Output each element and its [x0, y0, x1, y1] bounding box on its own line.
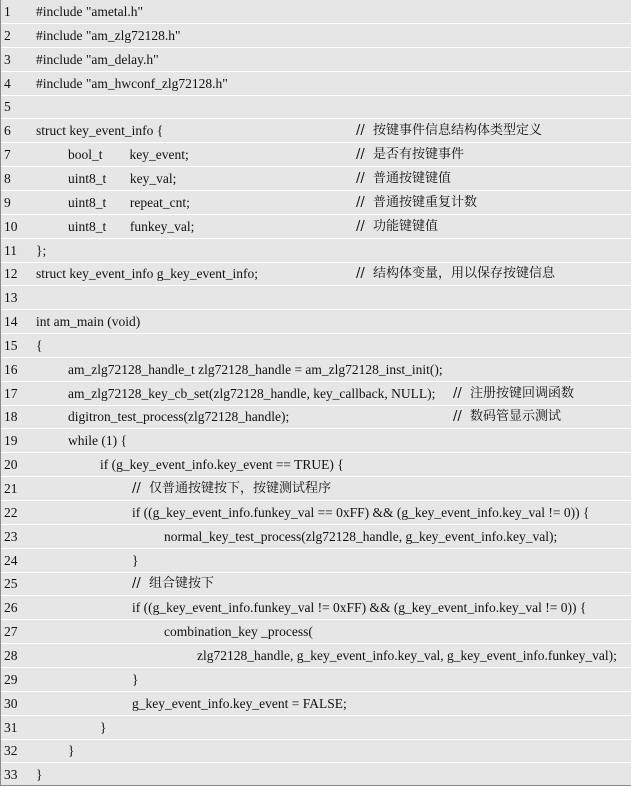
line-number: 19: [4, 433, 18, 449]
code-text: }: [36, 767, 43, 783]
line-number: 6: [4, 123, 11, 139]
line-number: 15: [4, 337, 18, 353]
line-number: 16: [4, 361, 18, 377]
line-number: 13: [4, 290, 18, 306]
code-comment: // 仅普通按键按下，按键测试程序: [132, 481, 332, 496]
code-text: #include "am_zlg72128.h": [36, 27, 181, 43]
code-text: combination_key _process(: [164, 624, 313, 640]
code-line: [1, 525, 631, 549]
code-comment: // 功能键键值: [356, 218, 439, 234]
code-line: [1, 215, 631, 239]
code-line: [1, 429, 631, 453]
line-number: 8: [4, 170, 11, 186]
line-number: 25: [4, 576, 18, 592]
line-number: 12: [4, 266, 18, 282]
code-text: g_key_event_info.key_event = FALSE;: [132, 695, 347, 711]
code-text: zlg72128_handle, g_key_event_info.key_val, g_key_event_info.funkey_val);: [197, 647, 617, 663]
code-text: int am_main (void): [36, 314, 141, 330]
code-text: if ((g_key_event_info.funkey_val != 0xFF) && (g_key_event_info.key_val != 0)) {: [132, 600, 587, 616]
code-line: [1, 191, 631, 215]
code-line: [1, 477, 631, 501]
code-line: [1, 596, 631, 620]
code-comment: // 普通按键重复计数: [356, 194, 478, 210]
code-line: [1, 405, 631, 429]
line-number: 27: [4, 624, 18, 640]
code-line: [1, 692, 631, 716]
code-text: am_zlg72128_handle_t zlg72128_handle = am_zlg72128_inst_init();: [68, 361, 443, 377]
code-text: uint8_t key_val;: [68, 170, 177, 186]
code-text: normal_key_test_process(zlg72128_handle, g_key_event_info.key_val);: [164, 528, 558, 544]
code-text: struct key_event_info g_key_event_info;: [36, 266, 258, 282]
line-number: 10: [4, 218, 18, 234]
code-line: [1, 453, 631, 477]
line-number: 7: [4, 147, 11, 163]
code-line: [1, 143, 631, 167]
line-number: 5: [4, 99, 11, 115]
code-text: while (1) {: [68, 433, 127, 449]
code-line: [1, 739, 631, 763]
code-text: {: [36, 337, 43, 353]
line-number: 3: [4, 51, 11, 67]
code-line: [1, 620, 631, 644]
code-line: [1, 668, 631, 692]
code-comment: // 按键事件信息结构体类型定义: [356, 123, 543, 139]
code-line: [1, 262, 631, 286]
code-line: [1, 72, 631, 96]
code-line: [1, 95, 631, 119]
line-number: 21: [4, 481, 18, 496]
code-line: [1, 716, 631, 740]
code-comment: // 是否有按键事件: [356, 147, 465, 163]
code-line: [1, 24, 631, 48]
code-line: [1, 358, 631, 382]
code-text: }: [100, 719, 107, 735]
line-number: 29: [4, 671, 18, 687]
line-number: 30: [4, 695, 18, 711]
code-line: [1, 549, 631, 573]
code-comment: // 结构体变量，用以保存按键信息: [356, 266, 556, 282]
line-number: 4: [4, 75, 11, 91]
line-number: 23: [4, 528, 18, 544]
line-number: 28: [4, 647, 18, 663]
code-line: [1, 334, 631, 358]
code-comment: // 普通按键键值: [356, 170, 452, 186]
code-line: [1, 286, 631, 310]
code-text: };: [36, 242, 47, 258]
line-number: 18: [4, 409, 18, 425]
line-number: 2: [4, 27, 11, 43]
code-line: [1, 644, 631, 668]
line-number: 24: [4, 552, 18, 568]
code-line: [1, 501, 631, 525]
code-comment: // 数码管显示测试: [453, 409, 562, 425]
line-number: 31: [4, 719, 18, 735]
code-text: }: [132, 671, 139, 687]
line-number: 32: [4, 743, 18, 759]
code-text: am_zlg72128_key_cb_set(zlg72128_handle, key_callback, NULL);: [68, 385, 436, 401]
line-number: 20: [4, 457, 18, 473]
code-line: [1, 119, 631, 143]
code-text: uint8_t funkey_val;: [68, 218, 195, 234]
code-text: digitron_test_process(zlg72128_handle);: [68, 409, 290, 425]
line-number: 33: [4, 767, 18, 783]
line-number: 1: [4, 4, 11, 19]
code-line: [1, 167, 631, 191]
code-text: if (g_key_event_info.key_event == TRUE) {: [100, 457, 344, 473]
code-line: [1, 382, 631, 406]
code-line: [1, 48, 631, 72]
code-line: [1, 0, 631, 24]
code-comment: // 注册按键回调函数: [453, 385, 575, 401]
code-text: bool_t key_event;: [68, 147, 189, 163]
code-text: #include "am_hwconf_zlg72128.h": [36, 75, 228, 91]
code-text: #include "ametal.h": [36, 4, 143, 19]
line-number: 26: [4, 600, 18, 616]
code-text: struct key_event_info {: [36, 123, 164, 139]
code-line: [1, 310, 631, 334]
code-comment: // 组合键按下: [132, 576, 215, 592]
code-line: [1, 239, 631, 263]
code-line: [1, 572, 631, 596]
code-text: if ((g_key_event_info.funkey_val == 0xFF) && (g_key_event_info.key_val != 0)) {: [132, 504, 590, 520]
code-line: [1, 763, 631, 787]
line-number: 9: [4, 194, 11, 210]
line-number: 22: [4, 504, 18, 520]
code-text: }: [68, 743, 75, 759]
line-number: 14: [4, 314, 18, 330]
line-number: 17: [4, 385, 18, 401]
code-text: }: [132, 552, 139, 568]
line-number: 11: [4, 242, 17, 258]
code-text: #include "am_delay.h": [36, 51, 159, 67]
code-text: uint8_t repeat_cnt;: [68, 194, 190, 210]
